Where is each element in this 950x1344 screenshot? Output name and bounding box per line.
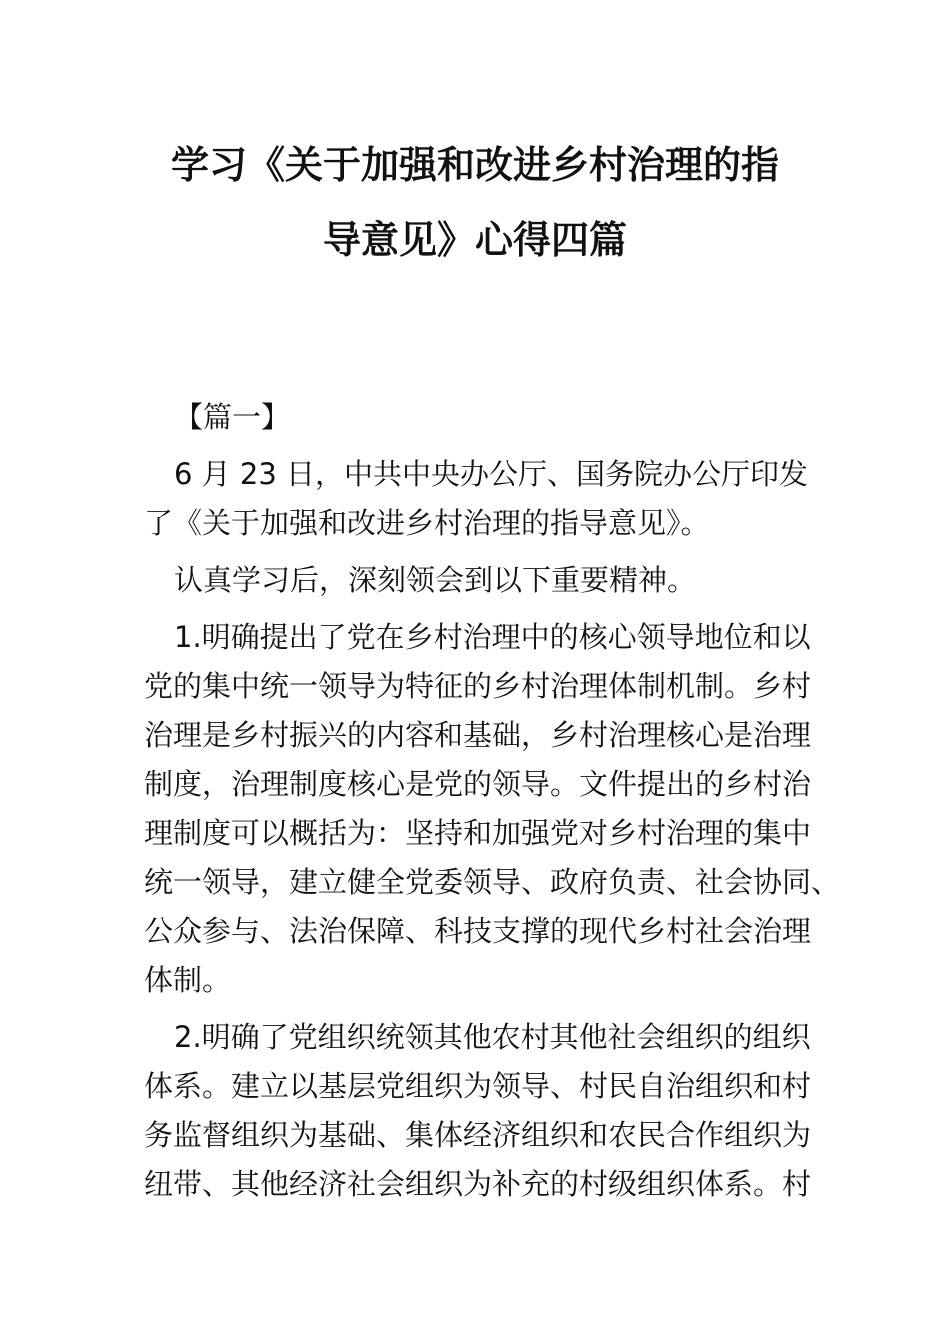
paragraph-3-line-6: 统一领导，建立健全党委领导、政府负责、社会协同、 xyxy=(144,865,841,899)
document-title-line-2: 导意见》心得四篇 xyxy=(322,218,627,262)
document-body xyxy=(144,393,844,1209)
paragraph-3-line-4: 制度，治理制度核心是党的领导。文件提出的乡村治 xyxy=(144,767,812,801)
paragraph-4-line-1: 2.明确了党组织统领其他农村其他社会组织的组织 xyxy=(174,1020,811,1054)
paragraph-1-line-1: 6 月 23 日，中共中央办公厅、国务院办公厅印发 xyxy=(174,457,809,491)
paragraph-3-line-2: 党的集中统一领导为特征的乡村治理体制机制。乡村 xyxy=(144,669,812,703)
paragraph-4-line-4: 纽带、其他经济社会组织为补充的村级组织体系。村 xyxy=(144,1167,812,1201)
paragraph-3-line-3: 治理是乡村振兴的内容和基础，乡村治理核心是治理 xyxy=(144,718,812,752)
paragraph-3-line-5: 理制度可以概括为：坚持和加强党对乡村治理的集中 xyxy=(144,816,812,850)
paragraph-2-line-1: 认真学习后，深刻领会到以下重要精神。 xyxy=(174,563,697,597)
paragraph-3-line-8: 体制。 xyxy=(144,963,232,997)
section-heading: 【篇一】 xyxy=(174,400,291,434)
paragraph-3-line-7: 公众参与、法治保障、科技支撑的现代乡村社会治理 xyxy=(144,914,812,948)
document-title-line-1: 学习《关于加强和改进乡村治理的指 xyxy=(170,143,779,187)
paragraph-1-line-2: 了《关于加强和改进乡村治理的指导意见》。 xyxy=(144,506,710,540)
paragraph-3-line-1: 1.明确提出了党在乡村治理中的核心领导地位和以 xyxy=(174,620,811,654)
paragraph-4-line-3: 务监督组织为基础、集体经济组织和农民合作组织为 xyxy=(144,1118,812,1152)
paragraph-4-line-2: 体系。建立以基层党组织为领导、村民自治组织和村 xyxy=(144,1069,812,1103)
